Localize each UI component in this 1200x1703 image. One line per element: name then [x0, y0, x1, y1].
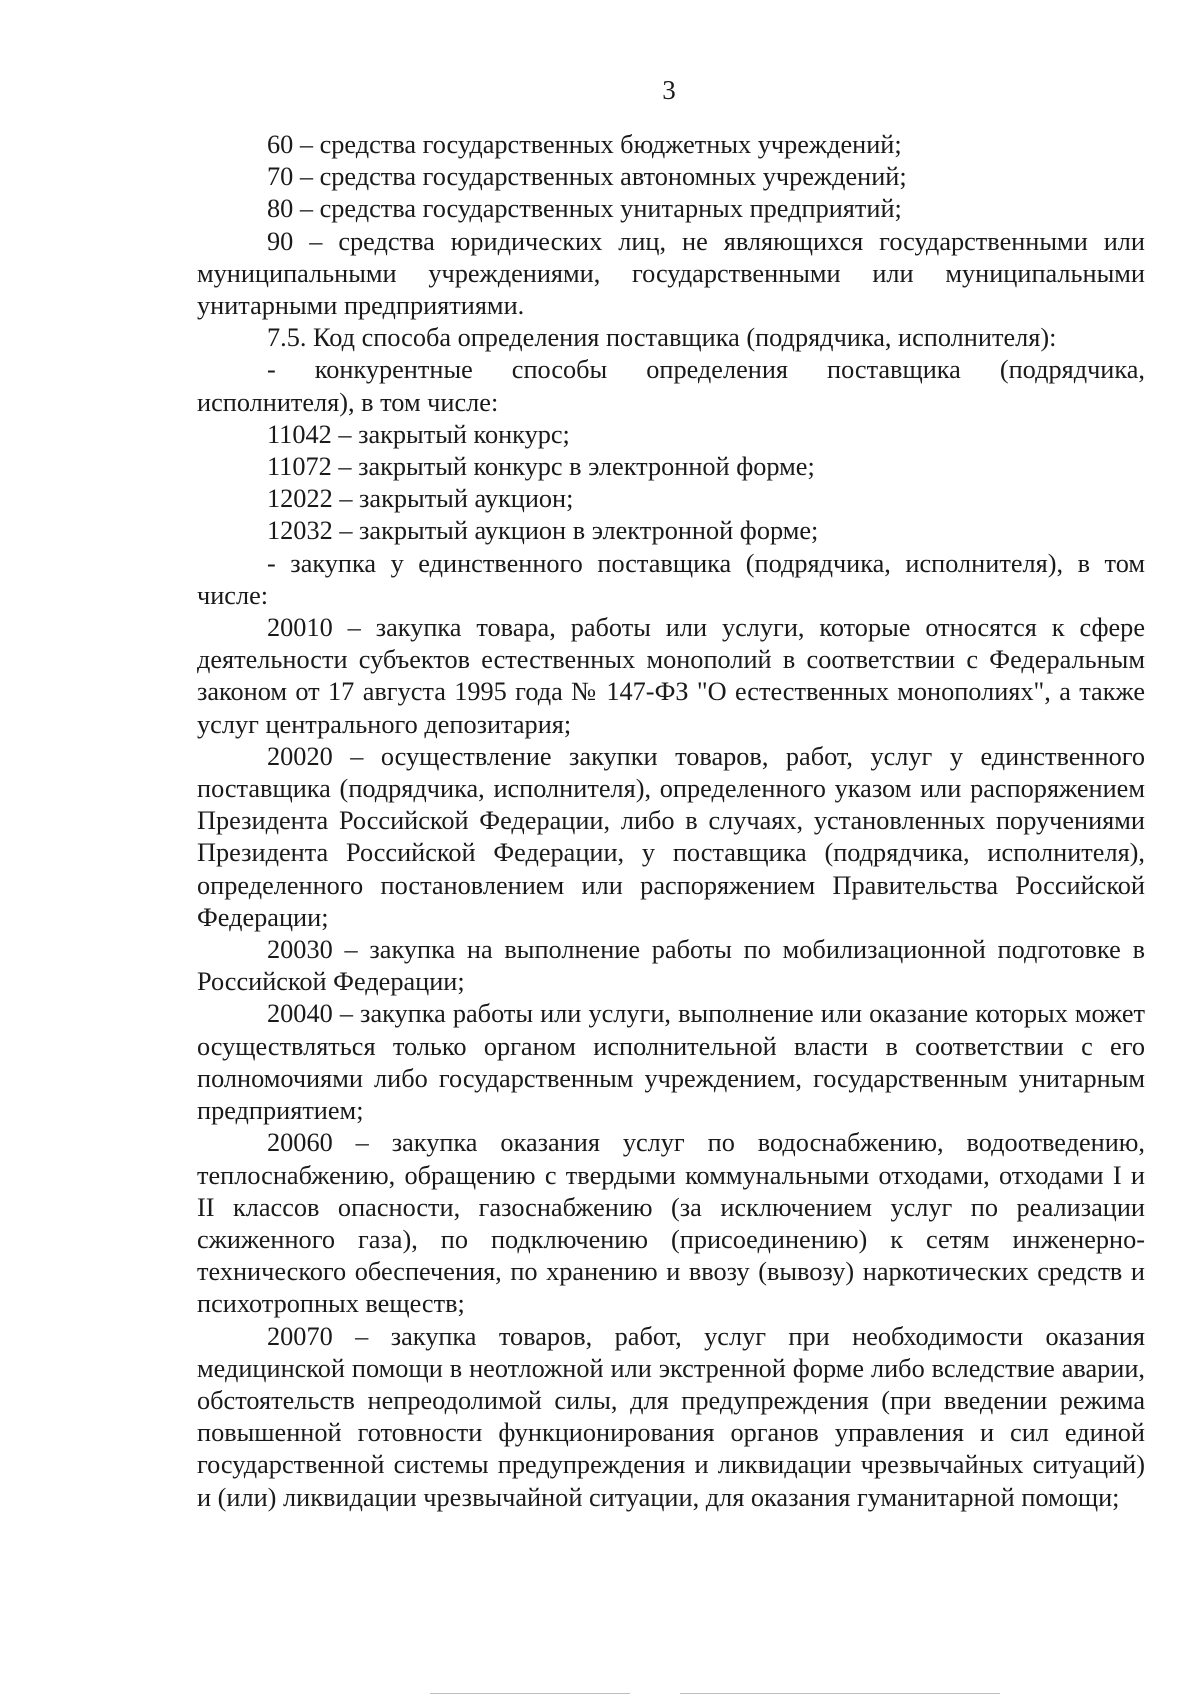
paragraph-code-70: 70 – средства государственных автономных учреждений;	[267, 162, 907, 192]
paragraph-code-20060: 20060 – закупка оказания услуг по водоснабжению, водоотведению, теплоснабжению, обращению с твердыми коммунальными отходами, отходами I и II классов опасности, газоснабжению (за исключением услуг по реализации сжиженного газа), по подключению (присоединению) к сетям инженерно-технического обеспечения, по хранению и ввозу (вывозу) наркотических средств и психотропных веществ;	[197, 1128, 1145, 1319]
paragraph-code-20070: 20070 – закупка товаров, работ, услуг при необходимости оказания медицинской помощи в неотложной или экстренной форме либо вследствие аварии, обстоятельств непреодолимой силы, для предупреждения (при введении режима повышенной готовности функционирования органов управления и сил единой государственной системы предупреждения и ликвидации чрезвычайных ситуаций) и (или) ликвидации чрезвычайной ситуации, для оказания гуманитарной помощи;	[197, 1321, 1145, 1512]
scan-artifact-line	[680, 1693, 1000, 1694]
paragraph-code-12022: 12022 – закрытый аукцион;	[267, 484, 574, 514]
page-number: 3	[662, 75, 676, 105]
paragraph-code-20010: 20010 – закупка товара, работы или услуги, которые относятся к сфере деятельности субъектов естественных монополий в соответствии с Федеральным законом от 17 августа 1995 года № 147-ФЗ "О естественных монополиях", а также услуг центрального депозитария;	[197, 613, 1145, 739]
paragraph-single-supplier: - закупка у единственного поставщика (подрядчика, исполнителя), в том числе:	[197, 548, 1145, 610]
paragraph-code-90: 90 – средства юридических лиц, не являющихся государственными или муниципальными учреждениями, государственными или муниципальными унитарными предприятиями.	[197, 226, 1145, 321]
paragraph-code-11072: 11072 – закрытый конкурс в электронной форме;	[267, 452, 815, 482]
paragraph-competitive-methods: - конкурентные способы определения поставщика (подрядчика, исполнителя), в том числе:	[197, 355, 1145, 417]
document-body	[197, 129, 1145, 1514]
paragraph-code-80: 80 – средства государственных унитарных предприятий;	[267, 194, 902, 224]
scan-artifact-line	[430, 1693, 630, 1694]
paragraph-code-20030: 20030 – закупка на выполнение работы по мобилизационной подготовке в Российской Федерации;	[197, 935, 1145, 997]
paragraph-code-60: 60 – средства государственных бюджетных учреждений;	[267, 130, 902, 159]
paragraph-code-12032: 12032 – закрытый аукцион в электронной форме;	[267, 516, 819, 546]
paragraph-code-11042: 11042 – закрытый конкурс;	[267, 419, 570, 449]
paragraph-code-20040: 20040 – закупка работы или услуги, выполнение или оказание которых может осуществляться только органом исполнительной власти в соответствии с его полномочиями либо государственным учреждением, государственным унитарным предприятием;	[197, 999, 1145, 1126]
paragraph-code-20020: 20020 – осуществление закупки товаров, работ, услуг у единственного поставщика (подрядчика, исполнителя), определенного указом или распоряжением Президента Российской Федерации, либо в случаях, установленных поручениями Президента Российской Федерации, у поставщика (подрядчика, исполнителя), определенного постановлением или распоряжением Правительства Российской Федерации;	[197, 741, 1145, 932]
section-heading-7-5: 7.5. Код способа определения поставщика (подрядчика, исполнителя):	[267, 323, 1057, 353]
